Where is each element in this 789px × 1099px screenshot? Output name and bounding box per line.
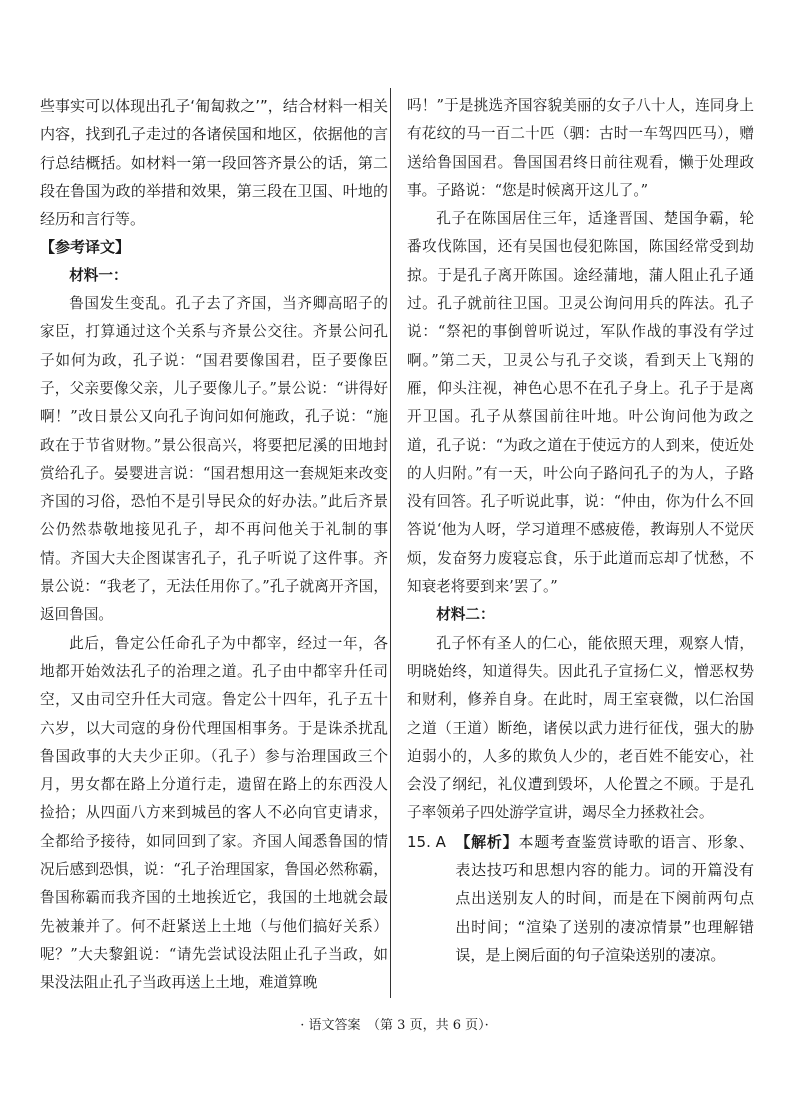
column-divider — [390, 88, 391, 998]
material-one-heading: 材料一： — [69, 266, 128, 284]
question-15-text: 本题考查鉴赏诗歌的语言、形象、表达技巧和思想内容的能力。词的开篇没有点出送别友人的时间，而是在下阕前两句点出时间；“渲染了送别的凄凉情景”也理解错误，是上阕后面的句子渲染送别的凄凉。 — [455, 832, 754, 964]
question-15-explanation — [455, 828, 754, 969]
material-two-heading: 材料二： — [436, 606, 495, 624]
analysis-tag: 【解析】 — [455, 832, 519, 851]
material-one-paragraph-3: 吗！”于是挑选齐国容貌美丽的女子八十人，连同身上有花纹的马一百二十匹（驷：古时一车驾四匹马），赠送给鲁国国君。鲁国国君终日前往观看，懒于处理政事。子路说：“您是时候离开这儿了。” — [407, 97, 754, 199]
material-one-paragraph-4: 孔子在陈国居住三年，适逢晋国、楚国争霸，轮番攻伐陈国，还有吴国也侵犯陈国，陈国经常受到劫掠。于是孔子离开陈国。途经蒲地，蒲人阻止孔子通过。孔子就前往卫国。卫灵公询问用兵的阵法。孔子说：“祭祀的事倒曾听说过，军队作战的事没有学过啊。”第二天，卫灵公与孔子交谈，看到天上飞翔的雁，仰头注视，神色心思不在孔子身上。孔子于是离开卫国。孔子从蔡国前往叶地。叶公询问他为政之道，孔子说：“为政之道在于使远方的人到来，使近处的人归附。”有一天，叶公向子路问孔子的为人，子路没有回答。孔子听说此事，说：“仲由，你为什么不回答说‘他为人呀，学习道理不感疲倦，教诲别人不觉厌烦，发奋努力废寝忘食，乐于此道而忘却了忧愁，不知衰老将要到来’罢了。” — [407, 210, 754, 596]
question-15-number: 15. A — [407, 832, 456, 851]
material-one-paragraph-1: 鲁国发生变乱。孔子去了齐国，当齐卿高昭子的家臣，打算通过这个关系与齐景公交往。齐景公问孔子如何为政，孔子说：“国君要像国君，臣子要像臣子，父亲要像父亲，儿子要像儿子。”景公说：“讲得好啊！”改日景公又向孔子询问如何施政，孔子说：“施政在于节省财物。”景公很高兴，将要把尼溪的田地封赏给孔子。晏婴进言说：“国君想用这一套规矩来改变齐国的习俗，恐怕不是引导民众的好办法。”此后齐景公仍然恭敬地接见孔子，却不再问他关于礼制的事情。齐国大夫企图谋害孔子，孔子听说了这件事。齐景公说：“我老了，无法任用你了。”孔子就离开齐国，返回鲁国。 — [40, 295, 388, 624]
material-two-paragraph: 孔子怀有圣人的仁心，能依照天理，观察人情，明晓始终，知道得失。因此孔子宣扬仁义，憎恶权势和财利，修养自身。在此时，周王室衰微，以仁治国之道（王道）断绝，诸侯以武力进行征伐，强大的胁迫弱小的，人多的欺负人少的，老百姓不能安心，社会没了纲纪，礼仪遭到毁坏，人伦置之不顾。于是孔子率领弟子四处游学宣讲，竭尽全力拯救社会。 — [407, 634, 754, 822]
page-footer: · 语文答案 （第 3 页，共 6 页）· — [300, 1018, 489, 1033]
right-column — [407, 92, 754, 969]
intro-paragraph: 些事实可以体现出孔子‘匍匐救之’”，结合材料一相关内容，找到孔子走过的各诸侯国和地区，依据他的言行总结概括。如材料一第一段回答齐景公的话，第二段在鲁国为政的举措和效果，第三段在卫国、叶地的经历和言行等。 — [40, 97, 388, 229]
material-one-paragraph-2: 此后，鲁定公任命孔子为中都宰，经过一年，各地都开始效法孔子的治理之道。孔子由中都宰升任司空，又由司空升任大司寇。鲁定公十四年，孔子五十六岁，以大司寇的身份代理国相事务。于是诛杀扰乱鲁国政事的大夫少正卯。（孔子）参与治理国政三个月，男女都在路上分道行走，遗留在路上的东西没人捡拾；从四面八方来到城邑的客人不必向官吏请求，全都给予接待，如同回到了家。齐国人闻悉鲁国的情况后感到恐惧，说：“孔子治理国家，鲁国必然称霸，鲁国称霸而我齐国的土地挨近它，我国的土地就会最先被兼并了。何不赶紧送上土地（与他们搞好关系）呢？”大夫黎鉏说：“请先尝试设法阻止孔子当政，如果没法阻止孔子当政再送上土地，难道算晚 — [40, 634, 388, 992]
left-column — [40, 92, 388, 998]
question-15-answer — [407, 828, 754, 969]
reference-translation-heading: 【参考译文】 — [40, 238, 131, 257]
